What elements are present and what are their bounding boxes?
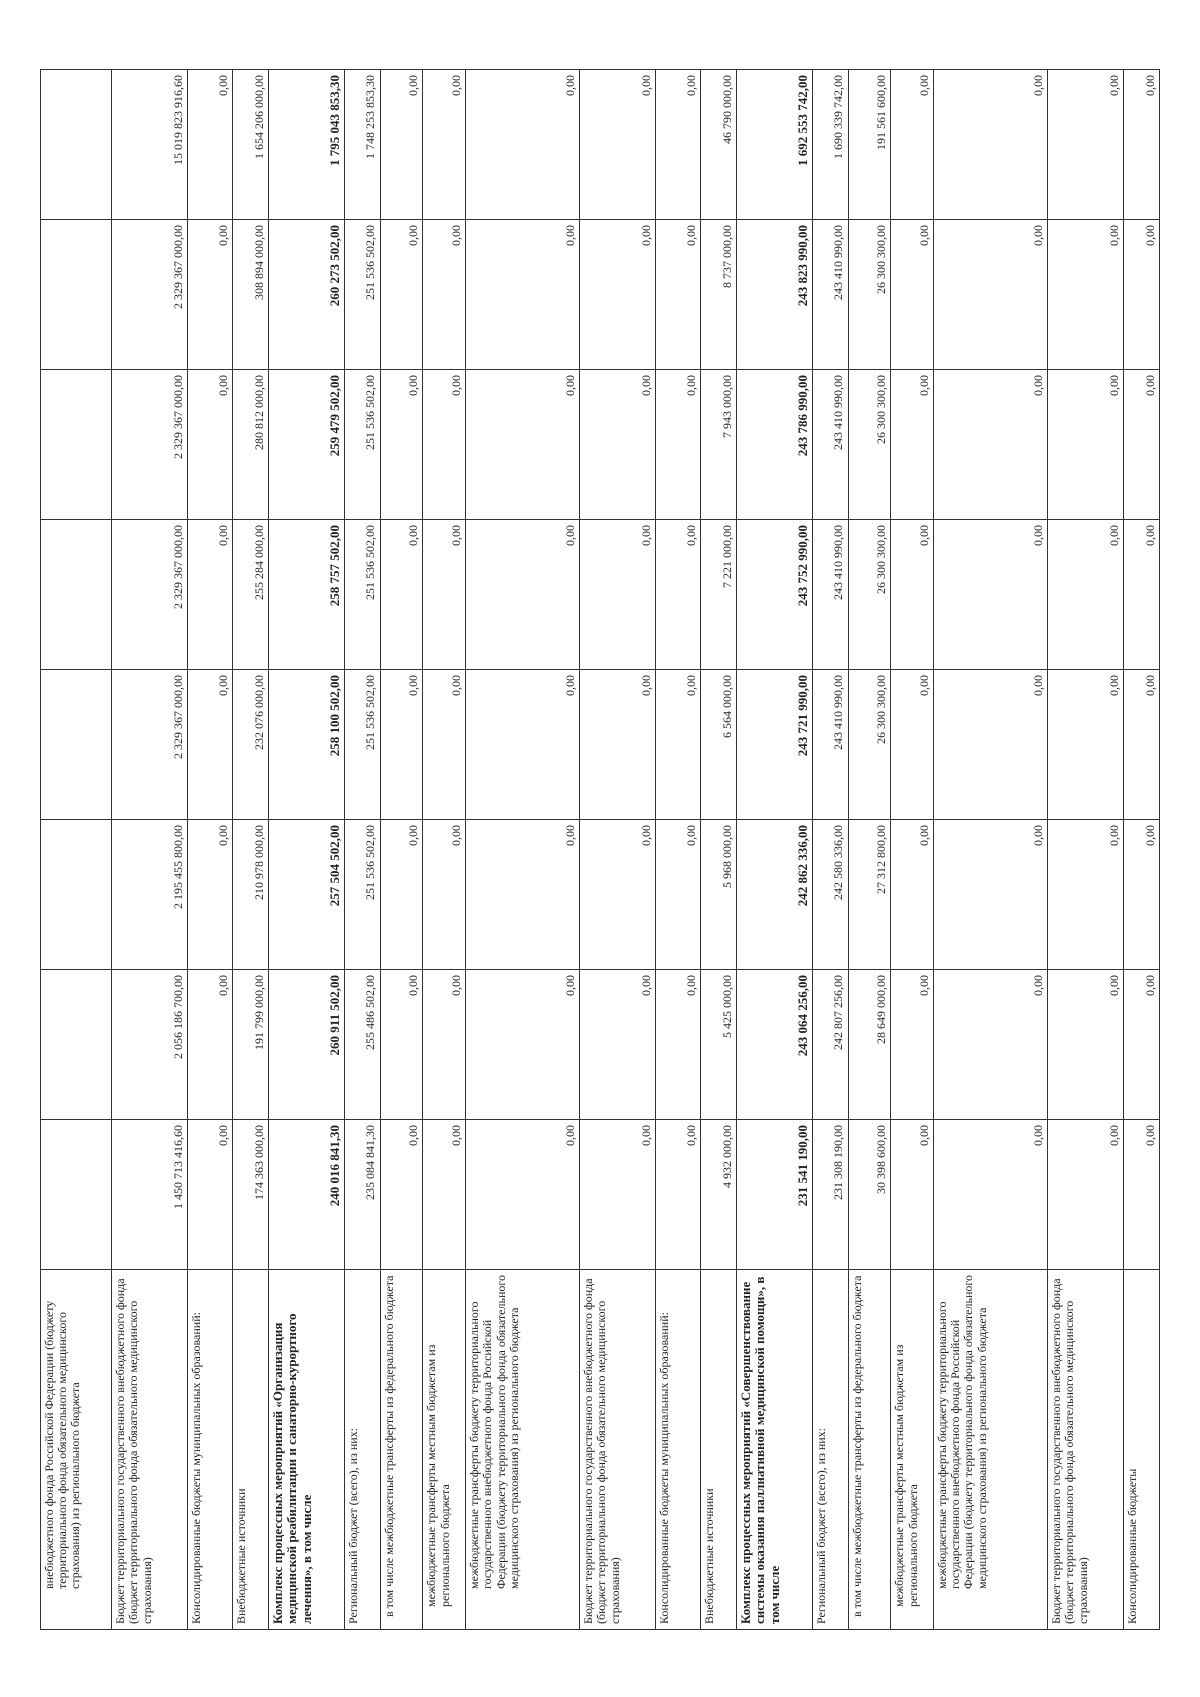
value-cell: 0,00 [466, 820, 580, 970]
table-row [269, 70, 345, 1630]
value-cell: 0,00 [934, 370, 1048, 520]
row-label: Бюджет территориального государственного внебюджетного фонда (бюджет территориального фонда обязательного медицинского страхования) [112, 1270, 188, 1630]
value-cell: 0,00 [1048, 70, 1124, 220]
table-row [112, 70, 188, 1630]
value-cell: 191 799 000,00 [233, 970, 269, 1120]
value-cell: 0,00 [423, 970, 466, 1120]
value-cell: 46 790 000,00 [701, 70, 737, 220]
value-cell: 0,00 [580, 520, 656, 670]
value-cell: 257 504 502,00 [269, 820, 345, 970]
value-cell: 30 398 600,00 [848, 1120, 891, 1270]
value-cell: 243 410 990,00 [812, 370, 848, 520]
value-cell: 0,00 [188, 220, 233, 370]
value-cell: 243 752 990,00 [736, 520, 812, 670]
value-cell: 0,00 [188, 670, 233, 820]
value-cell [41, 970, 112, 1120]
row-label: внебюджетного фонда Российской Федерации (бюджету территориального фонда обязательного медицинского страхования) из регионального бюджета [41, 1270, 112, 1630]
row-label: межбюджетные трансферты бюджету территориального государственного внебюджетного фонда Российской Федерации (бюджету территориального фонда обязательного медицинского страхования) из регионального бюджета [934, 1270, 1048, 1630]
table-row [345, 70, 381, 1630]
value-cell: 2 329 367 000,00 [112, 220, 188, 370]
value-cell: 0,00 [580, 220, 656, 370]
value-cell: 0,00 [380, 370, 423, 520]
value-cell: 0,00 [188, 820, 233, 970]
value-cell: 1 692 553 742,00 [736, 70, 812, 220]
value-cell: 0,00 [1048, 520, 1124, 670]
value-cell: 0,00 [1124, 820, 1160, 970]
row-label: Консолидированные бюджеты [1124, 1270, 1160, 1630]
row-label: межбюджетные трансферты местным бюджетам из регионального бюджета [891, 1270, 934, 1630]
value-cell: 0,00 [656, 820, 701, 970]
value-cell: 0,00 [656, 70, 701, 220]
value-cell: 0,00 [580, 970, 656, 1120]
value-cell: 1 654 206 000,00 [233, 70, 269, 220]
value-cell: 0,00 [188, 1120, 233, 1270]
table-row [1124, 70, 1160, 1630]
value-cell: 243 064 256,00 [736, 970, 812, 1120]
value-cell: 0,00 [891, 370, 934, 520]
value-cell: 0,00 [580, 1120, 656, 1270]
value-cell: 255 284 000,00 [233, 520, 269, 670]
value-cell: 2 056 186 700,00 [112, 970, 188, 1120]
table-row [812, 70, 848, 1630]
value-cell: 0,00 [656, 220, 701, 370]
value-cell: 0,00 [466, 520, 580, 670]
table-row [701, 70, 737, 1630]
value-cell: 5 968 000,00 [701, 820, 737, 970]
value-cell: 2 329 367 000,00 [112, 370, 188, 520]
row-label: Консолидированные бюджеты муниципальных образований: [656, 1270, 701, 1630]
table-row [891, 70, 934, 1630]
value-cell: 0,00 [380, 1120, 423, 1270]
row-label: Консолидированные бюджеты муниципальных образований: [188, 1270, 233, 1630]
row-label: межбюджетные трансферты бюджету территориального государственного внебюджетного фонда Российской Федерации (бюджету территориального фонда обязательного медицинского страхования) из регионального бюджета [466, 1270, 580, 1630]
value-cell: 26 300 300,00 [848, 520, 891, 670]
table-row [656, 70, 701, 1630]
value-cell [41, 520, 112, 670]
value-cell [41, 670, 112, 820]
value-cell: 0,00 [188, 370, 233, 520]
value-cell: 243 410 990,00 [812, 220, 848, 370]
value-cell: 0,00 [423, 670, 466, 820]
value-cell: 258 100 502,00 [269, 670, 345, 820]
value-cell: 0,00 [1048, 970, 1124, 1120]
value-cell: 0,00 [466, 670, 580, 820]
value-cell: 0,00 [1048, 220, 1124, 370]
value-cell: 1 795 043 853,30 [269, 70, 345, 220]
value-cell: 26 300 300,00 [848, 670, 891, 820]
row-label: Бюджет территориального государственного внебюджетного фонда (бюджет территориального фонда обязательного медицинского страхования) [580, 1270, 656, 1630]
row-label: Комплекс процессных мероприятий «Организация медицинской реабилитации и санаторно-курортного лечения», в том числе [269, 1270, 345, 1630]
table-row [466, 70, 580, 1630]
document-page [40, 70, 1160, 1630]
value-cell: 243 410 990,00 [812, 670, 848, 820]
value-cell: 210 978 000,00 [233, 820, 269, 970]
value-cell: 231 308 190,00 [812, 1120, 848, 1270]
value-cell: 0,00 [580, 370, 656, 520]
value-cell: 259 479 502,00 [269, 370, 345, 520]
value-cell: 6 564 000,00 [701, 670, 737, 820]
value-cell: 0,00 [934, 520, 1048, 670]
value-cell: 0,00 [466, 1120, 580, 1270]
value-cell [41, 220, 112, 370]
table-row [41, 70, 112, 1630]
table-row [233, 70, 269, 1630]
value-cell: 0,00 [1124, 220, 1160, 370]
value-cell: 0,00 [188, 970, 233, 1120]
table-row [848, 70, 891, 1630]
value-cell: 251 536 502,00 [345, 670, 381, 820]
value-cell: 0,00 [656, 520, 701, 670]
value-cell: 243 786 990,00 [736, 370, 812, 520]
value-cell: 232 076 000,00 [233, 670, 269, 820]
row-label: Внебюджетные источники [701, 1270, 737, 1630]
value-cell: 0,00 [466, 70, 580, 220]
value-cell: 0,00 [380, 220, 423, 370]
value-cell: 0,00 [1048, 820, 1124, 970]
value-cell: 0,00 [580, 70, 656, 220]
value-cell: 0,00 [466, 220, 580, 370]
value-cell: 0,00 [934, 220, 1048, 370]
value-cell: 280 812 000,00 [233, 370, 269, 520]
value-cell: 0,00 [1124, 670, 1160, 820]
table-row [736, 70, 812, 1630]
value-cell: 28 649 000,00 [848, 970, 891, 1120]
value-cell: 0,00 [1048, 670, 1124, 820]
value-cell [41, 70, 112, 220]
value-cell: 0,00 [423, 820, 466, 970]
value-cell: 0,00 [891, 1120, 934, 1270]
value-cell: 1 690 339 742,00 [812, 70, 848, 220]
value-cell: 258 757 502,00 [269, 520, 345, 670]
value-cell: 27 312 800,00 [848, 820, 891, 970]
value-cell: 7 221 000,00 [701, 520, 737, 670]
value-cell: 0,00 [891, 820, 934, 970]
value-cell: 0,00 [934, 1120, 1048, 1270]
value-cell: 7 943 000,00 [701, 370, 737, 520]
value-cell [41, 1120, 112, 1270]
table-row [580, 70, 656, 1630]
value-cell: 0,00 [656, 370, 701, 520]
value-cell: 0,00 [466, 970, 580, 1120]
table-row [934, 70, 1048, 1630]
value-cell [41, 370, 112, 520]
value-cell: 0,00 [1124, 70, 1160, 220]
value-cell: 0,00 [934, 820, 1048, 970]
value-cell: 0,00 [580, 670, 656, 820]
value-cell: 251 536 502,00 [345, 820, 381, 970]
value-cell: 308 894 000,00 [233, 220, 269, 370]
value-cell: 243 823 990,00 [736, 220, 812, 370]
value-cell: 0,00 [188, 70, 233, 220]
row-label: Региональный бюджет (всего), из них: [345, 1270, 381, 1630]
value-cell: 0,00 [423, 220, 466, 370]
value-cell: 0,00 [380, 970, 423, 1120]
row-label: межбюджетные трансферты местным бюджетам из регионального бюджета [423, 1270, 466, 1630]
value-cell: 243 410 990,00 [812, 520, 848, 670]
value-cell: 8 737 000,00 [701, 220, 737, 370]
value-cell: 0,00 [1048, 370, 1124, 520]
value-cell: 240 016 841,30 [269, 1120, 345, 1270]
value-cell: 15 019 823 916,60 [112, 70, 188, 220]
table-row [380, 70, 423, 1630]
value-cell: 1 748 253 853,30 [345, 70, 381, 220]
value-cell: 0,00 [656, 670, 701, 820]
value-cell: 0,00 [1124, 1120, 1160, 1270]
value-cell: 0,00 [423, 1120, 466, 1270]
value-cell: 0,00 [380, 670, 423, 820]
value-cell: 26 300 300,00 [848, 220, 891, 370]
value-cell: 251 536 502,00 [345, 520, 381, 670]
value-cell: 242 862 336,00 [736, 820, 812, 970]
budget-table [40, 69, 1160, 1630]
value-cell: 191 561 600,00 [848, 70, 891, 220]
rotated-table-wrapper [40, 70, 1160, 1630]
value-cell: 0,00 [188, 520, 233, 670]
row-label: в том числе межбюджетные трансферты из федерального бюджета [380, 1270, 423, 1630]
value-cell: 0,00 [891, 220, 934, 370]
value-cell: 231 541 190,00 [736, 1120, 812, 1270]
value-cell: 255 486 502,00 [345, 970, 381, 1120]
row-label: Региональный бюджет (всего), из них: [812, 1270, 848, 1630]
budget-table-body [41, 70, 1160, 1630]
value-cell: 251 536 502,00 [345, 220, 381, 370]
value-cell: 0,00 [934, 670, 1048, 820]
value-cell: 5 425 000,00 [701, 970, 737, 1120]
value-cell: 2 195 455 800,00 [112, 820, 188, 970]
value-cell: 260 273 502,00 [269, 220, 345, 370]
value-cell: 0,00 [380, 820, 423, 970]
row-label: в том числе межбюджетные трансферты из федерального бюджета [848, 1270, 891, 1630]
row-label: Комплекс процессных мероприятий «Совершенствование системы оказания паллиативной медицинской помощи», в том числе [736, 1270, 812, 1630]
value-cell: 0,00 [891, 520, 934, 670]
value-cell: 0,00 [1124, 970, 1160, 1120]
value-cell: 0,00 [466, 370, 580, 520]
value-cell: 0,00 [423, 520, 466, 670]
value-cell: 235 084 841,30 [345, 1120, 381, 1270]
value-cell: 0,00 [934, 70, 1048, 220]
value-cell: 0,00 [1124, 520, 1160, 670]
value-cell: 0,00 [423, 70, 466, 220]
value-cell: 4 932 000,00 [701, 1120, 737, 1270]
value-cell: 0,00 [423, 370, 466, 520]
value-cell: 242 807 256,00 [812, 970, 848, 1120]
row-label: Внебюджетные источники [233, 1270, 269, 1630]
value-cell [41, 820, 112, 970]
value-cell: 0,00 [1048, 1120, 1124, 1270]
value-cell: 0,00 [380, 70, 423, 220]
table-row [423, 70, 466, 1630]
value-cell: 0,00 [380, 520, 423, 670]
value-cell: 0,00 [656, 970, 701, 1120]
value-cell: 251 536 502,00 [345, 370, 381, 520]
value-cell: 0,00 [891, 670, 934, 820]
table-row [188, 70, 233, 1630]
value-cell: 243 721 990,00 [736, 670, 812, 820]
table-row [1048, 70, 1124, 1630]
value-cell: 0,00 [656, 1120, 701, 1270]
value-cell: 0,00 [934, 970, 1048, 1120]
row-label: Бюджет территориального государственного внебюджетного фонда (бюджет территориального фонда обязательного медицинского страхования) [1048, 1270, 1124, 1630]
value-cell: 0,00 [1124, 370, 1160, 520]
value-cell: 242 580 336,00 [812, 820, 848, 970]
value-cell: 0,00 [891, 70, 934, 220]
value-cell: 26 300 300,00 [848, 370, 891, 520]
value-cell: 1 450 713 416,60 [112, 1120, 188, 1270]
value-cell: 2 329 367 000,00 [112, 670, 188, 820]
value-cell: 260 911 502,00 [269, 970, 345, 1120]
value-cell: 0,00 [891, 970, 934, 1120]
value-cell: 174 363 000,00 [233, 1120, 269, 1270]
value-cell: 2 329 367 000,00 [112, 520, 188, 670]
value-cell: 0,00 [580, 820, 656, 970]
